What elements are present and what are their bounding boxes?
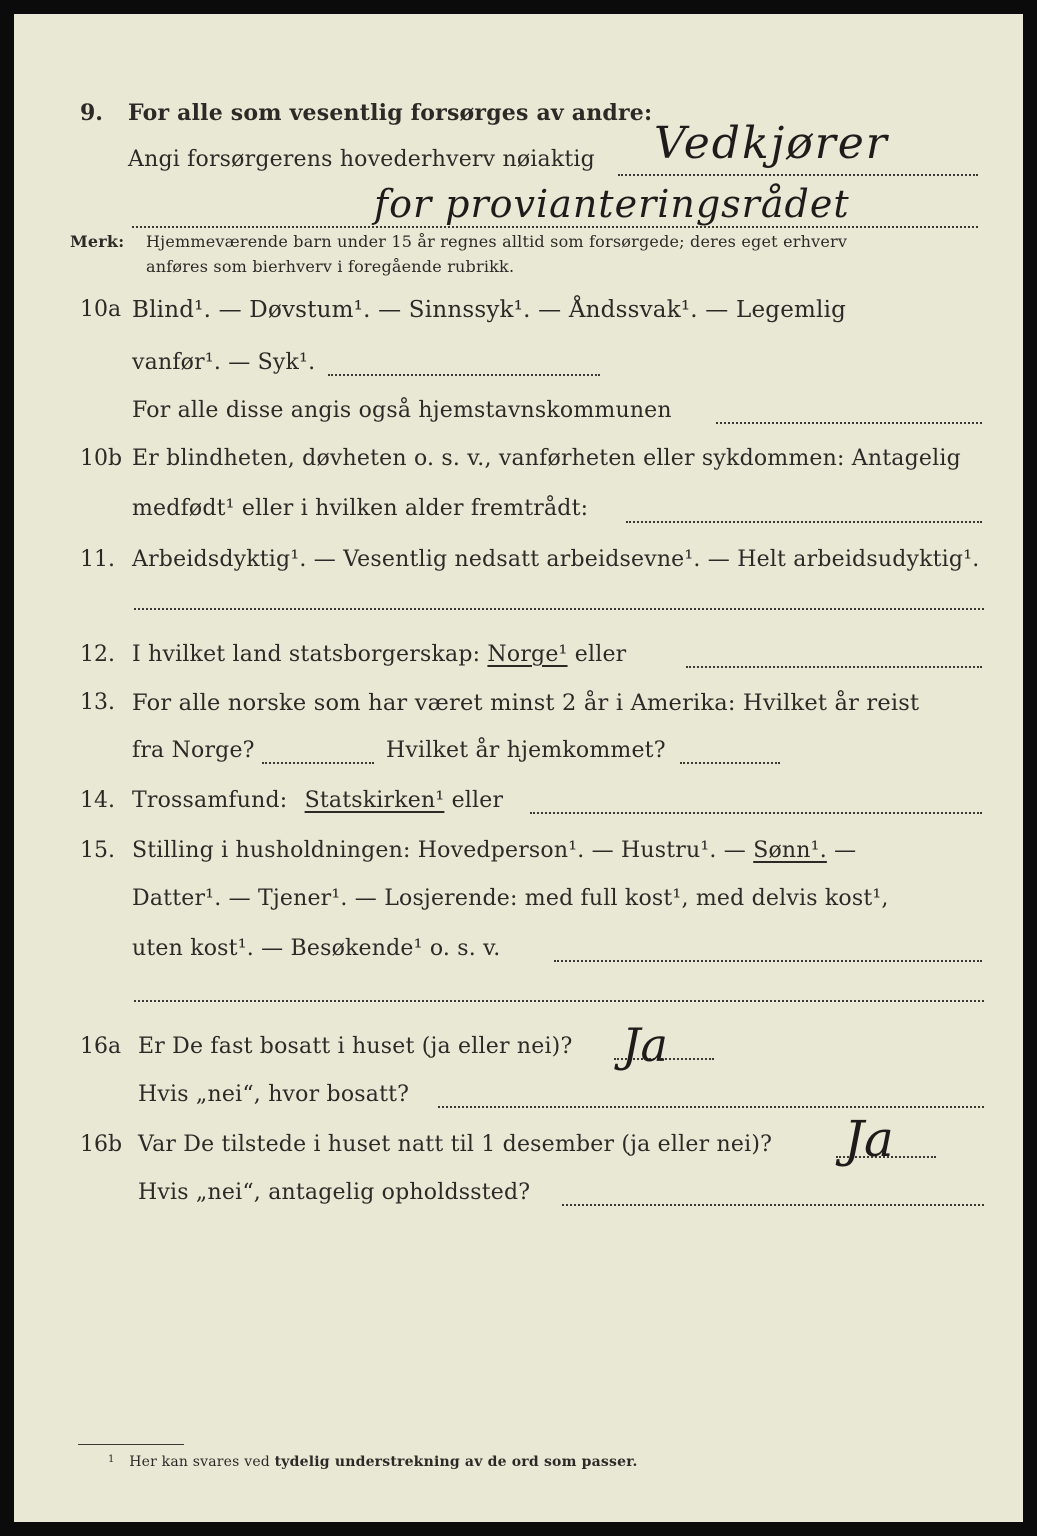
q9-handwritten-answer2: for provianteringsrådet [374,182,850,226]
q16a-line2: Hvis „nei“, hvor bosatt? [138,1082,410,1107]
footnote-rule [78,1444,184,1445]
q15-line3: uten kost¹. — Besøkende¹ o. s. v. [132,936,501,961]
q14-question [132,788,503,813]
footnote-text-a: Her kan svares ved [129,1454,270,1470]
q10a-line2: vanfør¹. — Syk¹. [132,350,316,375]
q11-number: 11. [80,547,115,572]
q15-answer-line2 [134,1000,984,1002]
q13-reist-line [262,762,374,764]
q13-hjemkommet-line [680,762,780,764]
q10a-line3: For alle disse angis også hjemstavnskommunen [132,398,672,423]
q13-line2a: fra Norge? [132,738,255,763]
q11-line1: Arbeidsdyktig¹. — Vesentlig nedsatt arbeidsevne¹. — Helt arbeidsudyktig¹. [132,547,980,572]
q10a-line1: Blind¹. — Døvstum¹. — Sinnssyk¹. — Åndssvak¹. — Legemlig [132,297,847,323]
q14-choice-statskirken: Statskirken¹ [304,788,445,813]
merk-line2: anføres som bierhverv i foregående rubrikk. [146,257,515,276]
q16b-number: 16b [80,1132,123,1157]
q13-line2b: Hvilket år hjemkommet? [386,738,666,763]
q12-suffix: eller [574,642,627,667]
q12-prefix: I hvilket land statsborgerskap: [132,642,481,667]
q10a-syk-line [328,374,600,376]
merk-label: Merk: [70,232,125,251]
q10a-hjemstavn-line [716,422,982,424]
q15-answer-line1 [554,960,982,962]
q15-choice-sonn: Sønn¹. [753,838,827,863]
q10a-number: 10a [80,297,122,322]
q10b-line1: Er blindheten, døvheten o. s. v., vanførheten eller sykdommen: Antagelig [132,446,961,471]
q16a-number: 16a [80,1034,122,1059]
q10b-line2: medfødt¹ eller i hvilken alder fremtrådt: [132,496,589,521]
q9-line1: For alle som vesentlig forsørges av andre: [128,100,653,126]
footnote-text-b: tydelig understrekning av de ord som passer. [274,1454,638,1470]
q15-line1 [132,838,856,863]
q9-number: 9. [80,100,103,126]
q16b-line1: Var De tilstede i huset natt til 1 desember (ja eller nei)? [138,1132,773,1157]
q10b-number: 10b [80,446,123,471]
q13-number: 13. [80,690,115,715]
q16b-opholdssted-line [562,1204,984,1206]
q16a-line1: Er De fast bosatt i huset (ja eller nei)? [138,1034,573,1059]
q15-line2: Datter¹. — Tjener¹. — Losjerende: med full kost¹, med delvis kost¹, [132,886,889,911]
q16a-bosatt-line [438,1106,984,1108]
q9-answer-line2 [132,226,978,228]
q9-answer-line1 [618,174,978,176]
q12-answer-line [686,666,982,668]
q16b-line2: Hvis „nei“, antagelig opholdssted? [138,1180,531,1205]
q9-line2: Angi forsørgerens hovederhverv nøiaktig [128,147,595,172]
q15-number: 15. [80,838,115,863]
merk-line1: Hjemmeværende barn under 15 år regnes alltid som forsørgede; deres eget erhverv [146,232,848,251]
q15-line1a: Stilling i husholdningen: Hovedperson¹. — Hustru¹. — [132,838,747,863]
census-form-page [14,14,1023,1522]
q10b-answer-line [626,521,982,523]
footnote [108,1454,638,1470]
q14-prefix: Trossamfund: [132,788,288,813]
q12-number: 12. [80,642,115,667]
q13-line1: For alle norske som har været minst 2 år i Amerika: Hvilket år reist [132,690,920,716]
q9-handwritten-answer1: Vedkjører [654,118,889,169]
q14-answer-line [530,812,982,814]
q12-choice-norge: Norge¹ [487,642,568,667]
q12-question [132,642,626,667]
q11-answer-line [134,608,984,610]
q14-suffix: eller [451,788,504,813]
q16b-handwritten-answer: Ja [844,1110,894,1168]
footnote-mark: 1 [108,1454,115,1465]
q15-line1c: — [834,838,857,863]
q14-number: 14. [80,788,115,813]
q16a-handwritten-answer: Ja [622,1018,668,1072]
